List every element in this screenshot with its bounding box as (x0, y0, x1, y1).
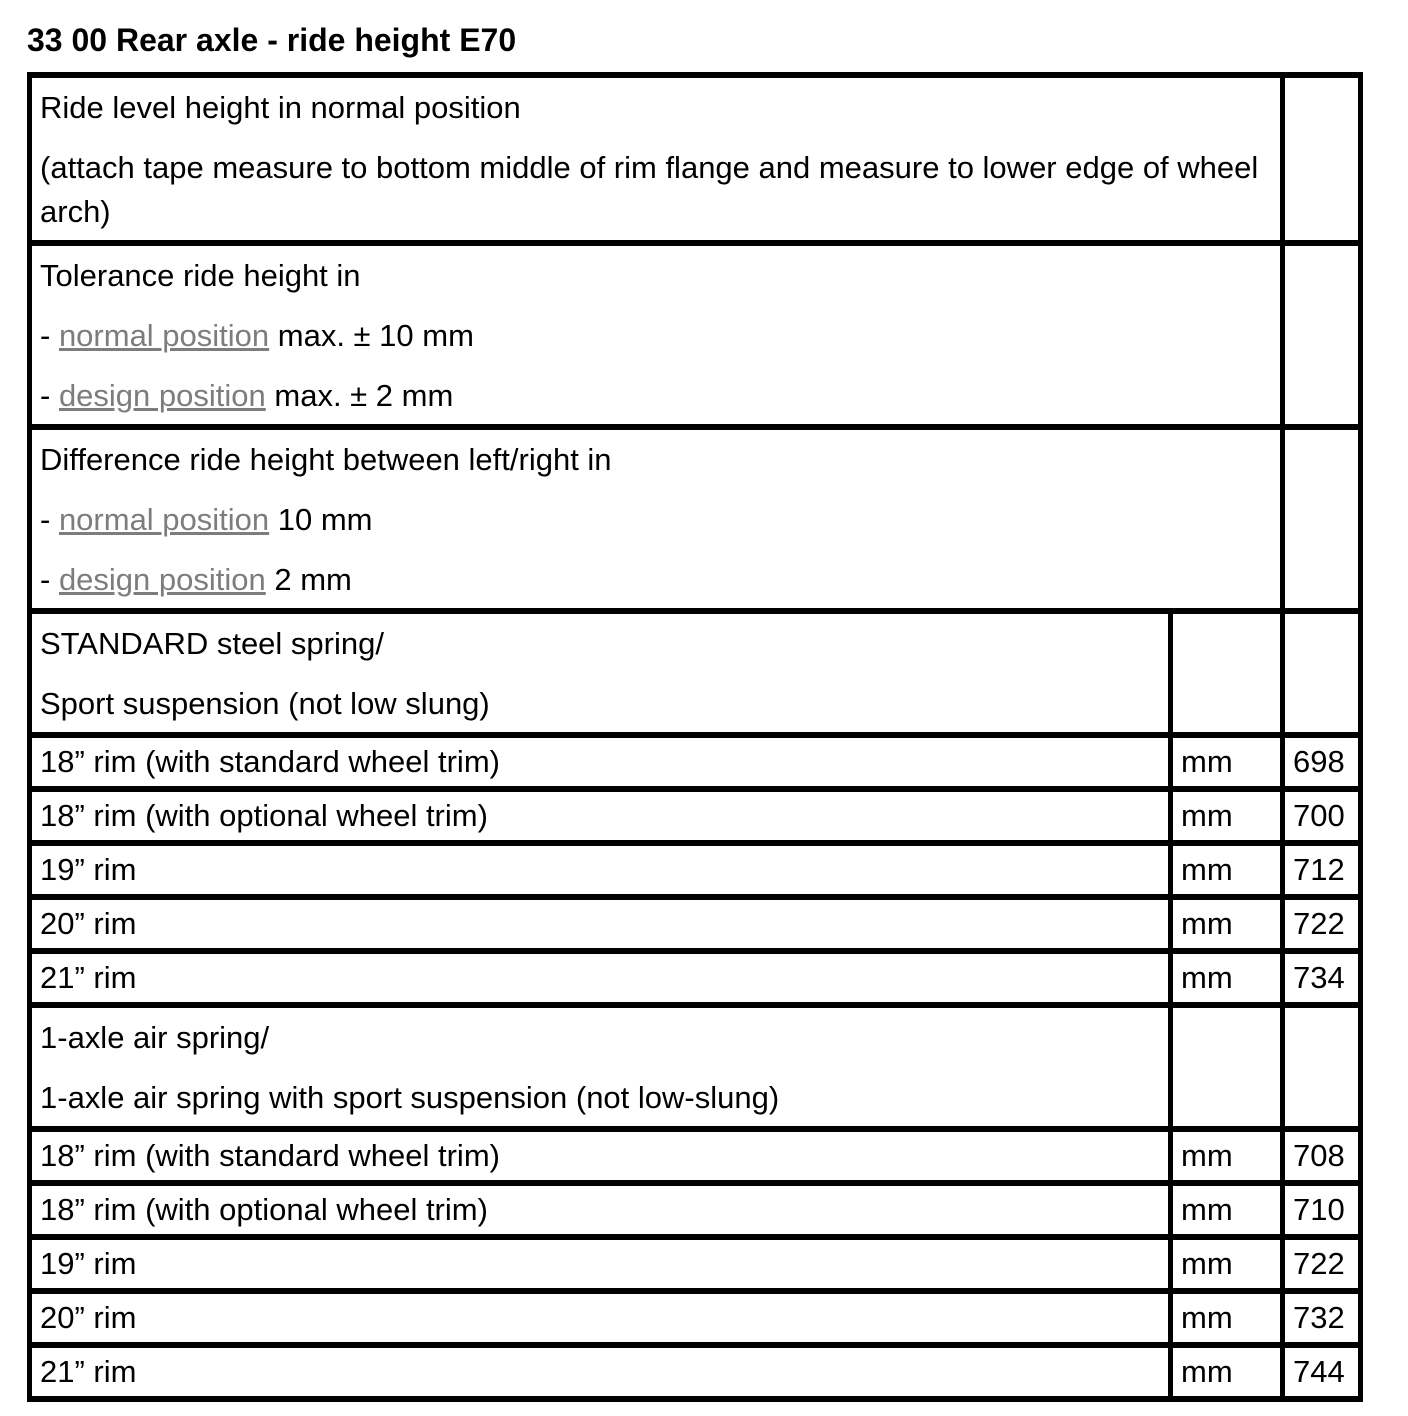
page-title: 33 00 Rear axle - ride height E70 (27, 22, 517, 58)
section-header-air-spring (30, 1005, 1361, 1129)
unit-cell (1171, 951, 1283, 1005)
unit-label: mm (1181, 1192, 1233, 1227)
row-rim-20 (30, 897, 1361, 951)
row-tolerance (30, 243, 1361, 427)
ride-level-description-cell (30, 75, 1283, 243)
value-cell (1283, 1129, 1361, 1183)
value-label: 734 (1293, 960, 1345, 995)
empty-unit-cell (1171, 1005, 1283, 1129)
rim-label-cell (30, 1345, 1171, 1399)
section-title-cell (30, 1005, 1171, 1129)
design-position-link[interactable]: design position (58, 562, 266, 597)
difference-title: Difference ride height between left/right in (40, 442, 612, 477)
rim-label-cell (30, 843, 1171, 897)
value-label: 722 (1293, 906, 1345, 941)
unit-cell (1171, 1237, 1283, 1291)
rim-label: 18” rim (with optional wheel trim) (40, 798, 488, 833)
difference-description-cell (30, 427, 1283, 611)
unit-cell (1171, 735, 1283, 789)
value-label: 732 (1293, 1300, 1345, 1335)
row-rim-19 (30, 1237, 1361, 1291)
tolerance-design-line (40, 374, 1274, 418)
value-cell (1283, 1345, 1361, 1399)
value-cell (1283, 897, 1361, 951)
dash-prefix: - (40, 318, 59, 353)
row-rim-18-standard-trim (30, 1129, 1361, 1183)
value-cell (1283, 843, 1361, 897)
tolerance-title: Tolerance ride height in (40, 258, 361, 293)
unit-cell (1171, 1291, 1283, 1345)
section-title-line1: STANDARD steel spring/ (40, 626, 384, 661)
empty-value-cell (1283, 611, 1361, 735)
rim-label: 19” rim (40, 1246, 137, 1281)
unit-label: mm (1181, 960, 1233, 995)
value-cell (1283, 1183, 1361, 1237)
empty-value-cell (1283, 427, 1361, 611)
value-label: 710 (1293, 1192, 1345, 1227)
difference-normal-value: 10 mm (269, 502, 373, 537)
rim-label-cell (30, 789, 1171, 843)
section-header-standard-steel-spring (30, 611, 1361, 735)
ride-level-line1: Ride level height in normal position (40, 90, 521, 125)
design-position-link[interactable]: design position (58, 378, 266, 413)
dash-prefix: - (40, 378, 59, 413)
difference-normal-line (40, 498, 1274, 542)
rim-label-cell (30, 897, 1171, 951)
value-cell (1283, 951, 1361, 1005)
ride-height-spec-table (27, 72, 1363, 1402)
unit-cell (1171, 843, 1283, 897)
rim-label: 18” rim (with standard wheel trim) (40, 744, 500, 779)
rim-label: 18” rim (with standard wheel trim) (40, 1138, 500, 1173)
empty-value-cell (1283, 243, 1361, 427)
dash-prefix: - (40, 502, 59, 537)
unit-label: mm (1181, 1138, 1233, 1173)
value-label: 700 (1293, 798, 1345, 833)
row-rim-21 (30, 951, 1361, 1005)
rim-label-cell (30, 1291, 1171, 1345)
unit-label: mm (1181, 1300, 1233, 1335)
value-cell (1283, 1237, 1361, 1291)
value-cell (1283, 1291, 1361, 1345)
ride-level-line2: (attach tape measure to bottom middle of rim flange and measure to lower edge of wheel arch) (40, 150, 1259, 229)
rim-label: 21” rim (40, 1354, 137, 1389)
rim-label-cell (30, 1129, 1171, 1183)
tolerance-normal-value: max. ± 10 mm (269, 318, 474, 353)
normal-position-link[interactable]: normal position (58, 502, 270, 537)
difference-design-value: 2 mm (265, 562, 352, 597)
rim-label-cell (30, 1237, 1171, 1291)
rim-label-cell (30, 1183, 1171, 1237)
value-label: 744 (1293, 1354, 1345, 1389)
tolerance-normal-line (40, 314, 1274, 358)
value-label: 698 (1293, 744, 1345, 779)
value-label: 722 (1293, 1246, 1345, 1281)
section-title-line2: 1-axle air spring with sport suspension (not low-slung) (40, 1080, 780, 1115)
unit-label: mm (1181, 744, 1233, 779)
tolerance-description-cell (30, 243, 1283, 427)
row-rim-19 (30, 843, 1361, 897)
dash-prefix: - (40, 562, 59, 597)
rim-label-cell (30, 951, 1171, 1005)
empty-value-cell (1283, 75, 1361, 243)
rim-label: 19” rim (40, 852, 137, 887)
unit-label: mm (1181, 798, 1233, 833)
unit-cell (1171, 1345, 1283, 1399)
normal-position-link[interactable]: normal position (58, 318, 270, 353)
row-rim-20 (30, 1291, 1361, 1345)
value-label: 708 (1293, 1138, 1345, 1173)
difference-design-line (40, 558, 1274, 602)
rim-label: 21” rim (40, 960, 137, 995)
empty-unit-cell (1171, 611, 1283, 735)
section-title-line2: Sport suspension (not low slung) (40, 686, 490, 721)
rim-label-cell (30, 735, 1171, 789)
unit-label: mm (1181, 852, 1233, 887)
section-title-line1: 1-axle air spring/ (40, 1020, 270, 1055)
row-rim-18-optional-trim (30, 1183, 1361, 1237)
row-rim-18-optional-trim (30, 789, 1361, 843)
empty-value-cell (1283, 1005, 1361, 1129)
value-cell (1283, 735, 1361, 789)
unit-cell (1171, 789, 1283, 843)
unit-label: mm (1181, 1354, 1233, 1389)
rim-label: 20” rim (40, 906, 137, 941)
section-title-cell (30, 611, 1171, 735)
row-difference (30, 427, 1361, 611)
row-rim-18-standard-trim (30, 735, 1361, 789)
rim-label: 18” rim (with optional wheel trim) (40, 1192, 488, 1227)
rim-label: 20” rim (40, 1300, 137, 1335)
tolerance-design-value: max. ± 2 mm (265, 378, 454, 413)
row-rim-21 (30, 1345, 1361, 1399)
unit-label: mm (1181, 1246, 1233, 1281)
row-ride-level (30, 75, 1361, 243)
value-cell (1283, 789, 1361, 843)
unit-label: mm (1181, 906, 1233, 941)
unit-cell (1171, 1129, 1283, 1183)
value-label: 712 (1293, 852, 1345, 887)
unit-cell (1171, 897, 1283, 951)
unit-cell (1171, 1183, 1283, 1237)
